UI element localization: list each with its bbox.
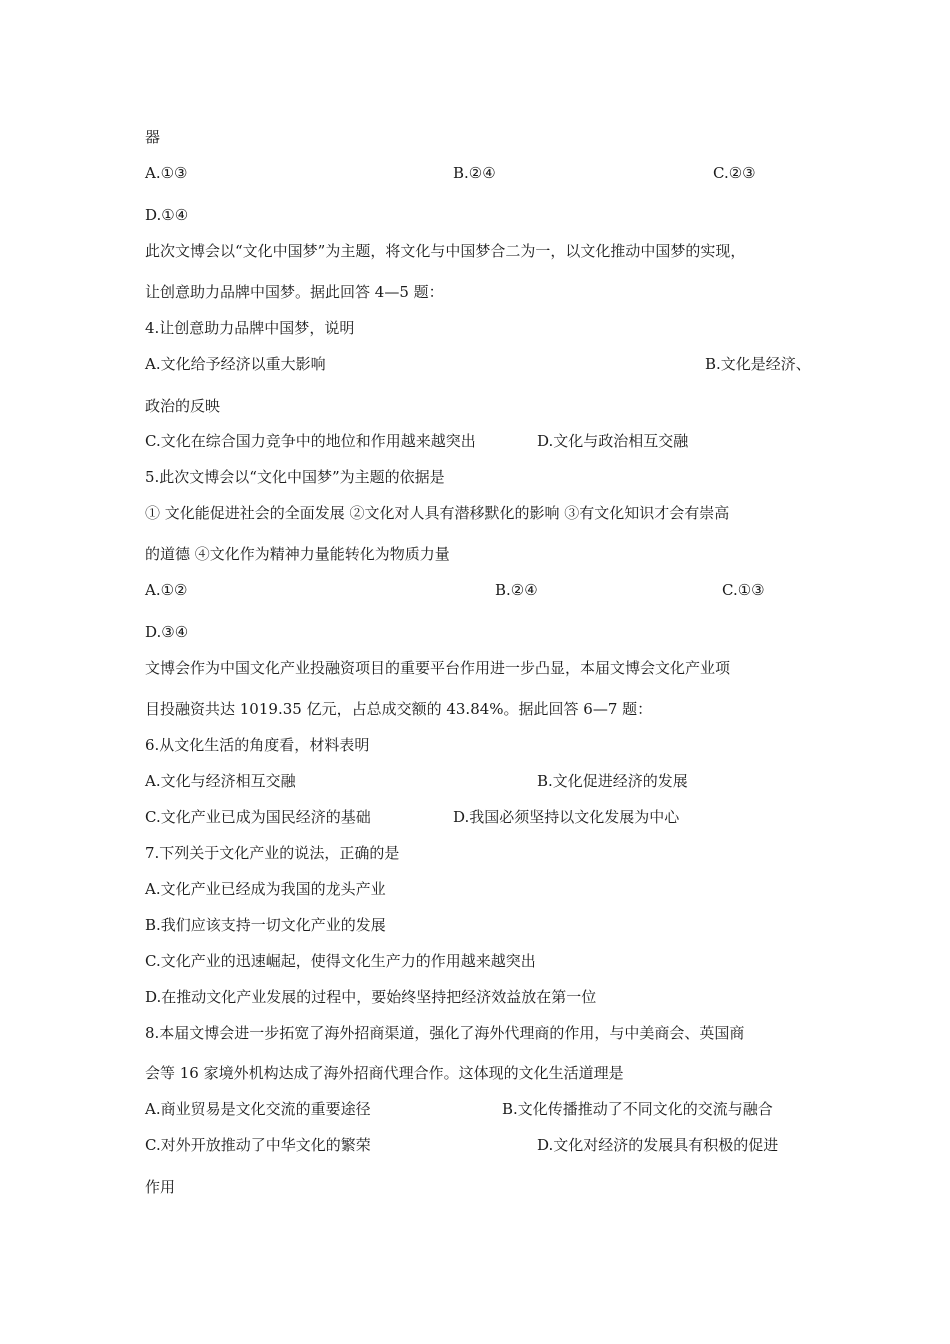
option-b: B.文化是经济、 [705,355,811,373]
option-d: D.文化与政治相互交融 [537,432,689,450]
option-d: D.文化对经济的发展具有积极的促进 [537,1136,779,1154]
passage-line: 此次文博会以“文化中国梦”为主题，将文化与中国梦合二为一，以文化推动中国梦的实现， [145,242,746,260]
passage-line: 让创意助力品牌中国梦。据此回答 4—5 题： [145,283,444,301]
option-b: B.②④ [453,164,496,182]
statements-line: 的道德 ④文化作为精神力量能转化为物质力量 [145,545,450,563]
option-c: C.对外开放推动了中华文化的繁荣 [145,1136,371,1154]
option-d-continued: 作用 [145,1178,176,1196]
option-c: C.②③ [713,164,756,182]
option-a: A.文化给予经济以重大影响 [145,355,326,373]
option-d: D.①④ [145,206,189,224]
option-c: C.文化产业已成为国民经济的基础 [145,808,371,826]
option-a: A.文化与经济相互交融 [145,772,296,790]
statements-line: ① 文化能促进社会的全面发展 ②文化对人具有潜移默化的影响 ③有文化知识才会有崇高 [145,504,730,522]
question-8: 8.本届文博会进一步拓宽了海外招商渠道，强化了海外代理商的作用，与中美商会、英国商 [145,1024,745,1042]
option-b-continued: 政治的反映 [145,397,221,415]
option-a: A.商业贸易是文化交流的重要途径 [145,1100,371,1118]
question-7: 7.下列关于文化产业的说法，正确的是 [145,844,400,862]
option-b: B.文化促进经济的发展 [537,772,688,790]
option-d: D.我国必须坚持以文化发展为中心 [453,808,680,826]
option-d: D.③④ [145,623,189,641]
question-5: 5.此次文博会以“文化中国梦”为主题的依据是 [145,468,445,486]
text-line: 器 [145,128,161,146]
question-8-continued: 会等 16 家境外机构达成了海外招商代理合作。这体现的文化生活道理是 [145,1064,624,1082]
option-a: A.①③ [145,164,188,182]
option-d: D.在推动文化产业发展的过程中，要始终坚持把经济效益放在第一位 [145,988,597,1006]
option-b: B.我们应该支持一切文化产业的发展 [145,916,386,934]
option-c: C.文化产业的迅速崛起，使得文化生产力的作用越来越突出 [145,952,536,970]
option-c: C.①③ [722,581,765,599]
question-6: 6.从文化生活的角度看，材料表明 [145,736,370,754]
passage-line: 目投融资共达 1019.35 亿元，占总成交额的 43.84%。据此回答 6—7 题： [145,700,653,718]
option-b: B.②④ [495,581,538,599]
option-c: C.文化在综合国力竞争中的地位和作用越来越突出 [145,432,476,450]
option-a: A.①② [145,581,188,599]
passage-line: 文博会作为中国文化产业投融资项目的重要平台作用进一步凸显，本届文博会文化产业项 [145,659,731,677]
option-a: A.文化产业已经成为我国的龙头产业 [145,880,386,898]
option-b: B.文化传播推动了不同文化的交流与融合 [502,1100,773,1118]
question-4: 4.让创意助力品牌中国梦，说明 [145,319,355,337]
